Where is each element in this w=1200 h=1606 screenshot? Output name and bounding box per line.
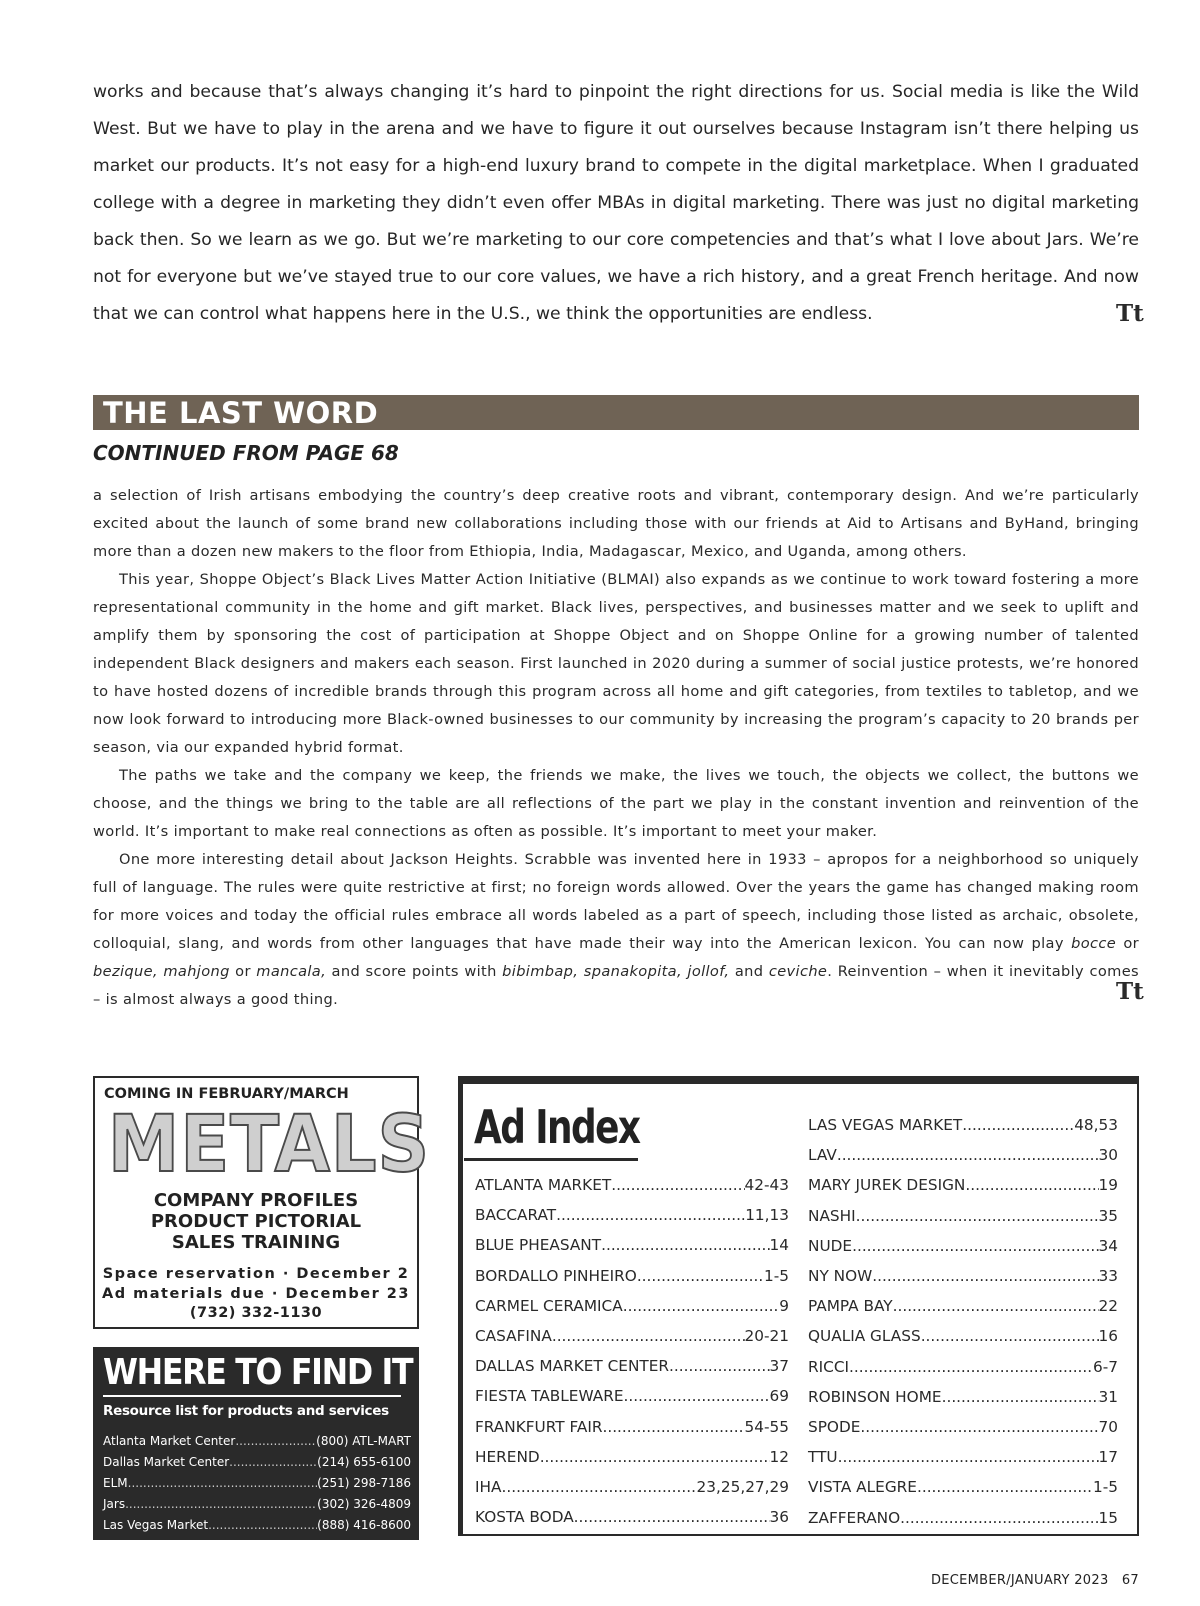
leader-dots (229, 1452, 317, 1473)
leader-dots (872, 1261, 1098, 1291)
resource-row (103, 1431, 411, 1452)
resource-phone: (888) 416-8600 (317, 1518, 411, 1532)
coming-item: SALES TRAINING (171, 1232, 341, 1253)
leader-dots (900, 1503, 1098, 1533)
advertiser-name: RICCI (808, 1357, 850, 1376)
advertiser-pages: 1-5 (764, 1266, 789, 1285)
coming-soon-box (93, 1076, 431, 1329)
coming-item: COMPANY PROFILES (153, 1190, 359, 1211)
p4-italic-b: bocce (1071, 935, 1117, 952)
p4-italic-j: ceviche (768, 963, 828, 980)
ad-index-row (808, 1503, 1118, 1533)
advertiser-name: CARMEL CERAMICA (475, 1296, 623, 1315)
advertiser-pages: 12 (769, 1447, 789, 1466)
advertiser-pages: 19 (1098, 1176, 1118, 1195)
leader-dots (917, 1472, 1093, 1502)
ad-index-row (808, 1140, 1118, 1170)
ad-index-row (475, 1502, 789, 1532)
ad-index-row (808, 1352, 1118, 1382)
advertiser-pages: 23,25,27,29 (696, 1478, 789, 1497)
leader-dots (856, 1201, 1099, 1231)
advertiser-name: ATLANTA MARKET (475, 1176, 612, 1194)
ad-index-row (475, 1381, 789, 1411)
advertiser-name: TTU (808, 1448, 838, 1467)
leader-dots (540, 1442, 770, 1472)
advertiser-name: ZAFFERANO (808, 1508, 901, 1527)
ad-materials-deadline: Ad materials due · December 23 (101, 1285, 410, 1302)
leader-dots (125, 1494, 317, 1515)
ad-index-row (475, 1321, 789, 1351)
leader-dots (623, 1291, 780, 1321)
resource-row (103, 1452, 411, 1473)
resource-name: ELM (103, 1476, 128, 1490)
ad-index-row (808, 1291, 1118, 1321)
leader-dots (128, 1473, 318, 1494)
leader-dots (838, 1442, 1099, 1472)
leader-dots (624, 1381, 770, 1411)
p4-text-c: or (1116, 935, 1139, 952)
advertiser-pages: 34 (1098, 1236, 1118, 1255)
leader-dots (893, 1291, 1099, 1321)
advertiser-pages: 70 (1098, 1418, 1118, 1437)
advertiser-name: CASAFINA (475, 1327, 552, 1346)
ad-index-right-column (808, 1110, 1118, 1533)
advertiser-name: NUDE (808, 1236, 853, 1255)
advertiser-pages: 69 (769, 1387, 789, 1406)
metals-feature-title: METALS (107, 1100, 431, 1190)
ad-index-row (475, 1442, 789, 1472)
advertiser-name: LAS VEGAS MARKET (808, 1116, 963, 1134)
leader-dots (962, 1110, 1074, 1140)
ad-index-title: Ad Index (474, 1100, 640, 1154)
leader-dots (556, 1200, 745, 1230)
advertiser-name: QUALIA GLASS (808, 1327, 921, 1346)
where-to-find-it-box (93, 1347, 419, 1540)
resource-phone: (214) 655-6100 (317, 1455, 411, 1469)
ad-index-row (808, 1472, 1118, 1502)
advertiser-pages: 16 (1098, 1327, 1118, 1346)
section-subtitle: CONTINUED FROM PAGE 68 (93, 441, 399, 465)
leader-dots (552, 1321, 745, 1351)
advertiser-name: KOSTA BODA (475, 1508, 574, 1527)
issue-date: DECEMBER/JANUARY 2023 (930, 1573, 1109, 1588)
resource-phone: (251) 298-7186 (317, 1476, 411, 1490)
leader-dots (849, 1352, 1093, 1382)
leader-dots (601, 1230, 769, 1260)
leader-dots (574, 1502, 770, 1532)
end-mark-intro: Tt (1116, 300, 1144, 327)
page-number: 67 (1121, 1573, 1139, 1588)
resource-name: Jars (103, 1497, 126, 1511)
ad-index-box (458, 1076, 1139, 1536)
advertiser-pages: 33 (1098, 1267, 1118, 1286)
where-subtitle: Resource list for products and services (103, 1403, 389, 1419)
ad-index-row (475, 1200, 789, 1230)
p4-text-i: and (729, 963, 769, 980)
advertiser-name: FIESTA TABLEWARE (475, 1387, 624, 1406)
advertiser-pages: 37 (769, 1357, 789, 1376)
article-paragraph-1: a selection of Irish artisans embodying the country’s deep creative roots and vibrant, contemporary design. And we’re particularly excited about the launch of some brand new collaborations including those with our friends at Aid to Artisans and ByHand, bringing more than a dozen new makers to the floor from Ethiopia, India, Madagascar, Mexico, and Uganda, among others. (93, 487, 1139, 560)
advertiser-name: DALLAS MARKET CENTER (475, 1357, 670, 1376)
p4-italic-f: mancala, (256, 963, 327, 980)
ad-index-row (475, 1472, 789, 1502)
ad-index-row (475, 1261, 789, 1291)
ad-index-row (808, 1412, 1118, 1442)
intro-paragraph: works and because that’s always changing it’s hard to pinpoint the right directions for us. Social media is like the Wild West. But we have to play in the arena and we have to figure it out ourselves because Instagram isn’t there helping us market our products. It’s not easy for a high-end luxury brand to compete in the digital marketplace. When I graduated college with a degree in marketing they didn’t even offer MBAs in digital marketing. There was just no digital marketing back then. So we learn as we go. But we’re marketing to our core competencies and that’s what I love about Jars. We’re not for everyone but we’ve stayed true to our core values, we have a rich history, and a great French heritage. And now that we can control what happens here in the U.S., we think the opportunities are endless. (93, 82, 1139, 324)
leader-dots (602, 1412, 744, 1442)
leader-dots (942, 1382, 1099, 1412)
advertiser-name: NASHI (808, 1206, 856, 1225)
advertiser-name: HEREND (475, 1447, 540, 1466)
ad-index-row (808, 1382, 1118, 1412)
leader-dots (501, 1472, 696, 1502)
advertiser-name: BACCARAT (475, 1206, 557, 1225)
coming-items-list (95, 1190, 417, 1253)
advertiser-pages: 48,53 (1074, 1116, 1118, 1134)
advertiser-name: FRANKFURT FAIR (475, 1417, 603, 1436)
advertiser-pages: 14 (769, 1236, 789, 1255)
ad-index-row (475, 1230, 789, 1260)
resource-row (103, 1494, 411, 1515)
leader-dots (208, 1515, 317, 1536)
leader-dots (965, 1170, 1098, 1200)
coming-heading: COMING IN FEBRUARY/MARCH (104, 1086, 349, 1102)
resource-name: Las Vegas Market (103, 1518, 209, 1532)
advertiser-pages: 6-7 (1093, 1357, 1118, 1376)
resource-row (103, 1473, 411, 1494)
p4-text-k: . Reinvention – when it inevitably comes – is almost always a good thing. (93, 963, 1140, 1008)
advertiser-name: SPODE (808, 1418, 861, 1437)
advertiser-pages: 30 (1098, 1146, 1118, 1165)
ad-index-row (475, 1170, 789, 1200)
advertiser-pages: 1-5 (1093, 1478, 1118, 1497)
article-paragraph-4 (93, 846, 1139, 1014)
advertiser-name: ROBINSON HOME (808, 1387, 942, 1406)
advertiser-pages: 17 (1098, 1448, 1118, 1467)
advertiser-pages: 54-55 (744, 1417, 789, 1436)
leader-dots (611, 1170, 744, 1200)
space-reservation-deadline: Space reservation · December 2 (102, 1266, 410, 1282)
resource-phone: (800) ATL-MART (316, 1434, 411, 1448)
p4-text-g: and score points with (326, 963, 503, 980)
ad-index-row (808, 1201, 1118, 1231)
ad-index-row (808, 1261, 1118, 1291)
advertiser-pages: 35 (1098, 1206, 1118, 1225)
end-mark-article: Tt (1116, 978, 1144, 1005)
ad-index-row (475, 1351, 789, 1381)
advertiser-name: BLUE PHEASANT (475, 1236, 602, 1255)
p4-italic-h: bibimbap, spanakopita, jollof, (502, 963, 730, 980)
resource-name: Atlanta Market Center (103, 1434, 236, 1448)
ad-index-row (808, 1231, 1118, 1261)
where-title: WHERE TO FIND IT (103, 1352, 413, 1393)
ad-index-row (808, 1321, 1118, 1351)
leader-dots (669, 1351, 770, 1381)
advertiser-pages: 31 (1098, 1387, 1118, 1406)
ad-index-row (475, 1291, 789, 1321)
advertiser-pages: 22 (1098, 1297, 1118, 1316)
advertiser-pages: 36 (769, 1508, 789, 1527)
advertiser-name: PAMPA BAY (808, 1297, 893, 1316)
advertiser-pages: 9 (779, 1296, 789, 1315)
ad-index-row (808, 1110, 1118, 1140)
p4-text-a: One more interesting detail about Jackson Heights. Scrabble was invented here in 1933 – apropos for a neighborhood so uniquely full of language. The rules were quite restrictive at first; no foreign words allowed. Over the years the game has changed making room for more voices and today the official rules embrace all words labeled as a part of speech, including those listed as archaic, obsolete, colloquial, slang, and words from other languages that have made their way into the American lexicon. You can now play (93, 851, 1139, 952)
coming-deadlines (95, 1265, 417, 1324)
advertiser-name: VISTA ALEGRE (808, 1478, 917, 1497)
advertiser-name: LAV (808, 1146, 837, 1165)
leader-dots (852, 1231, 1098, 1261)
advertiser-name: BORDALLO PINHEIRO (475, 1266, 637, 1285)
advertiser-name: IHA (475, 1478, 502, 1497)
ad-index-left-column (475, 1170, 789, 1532)
coming-item: PRODUCT PICTORIAL (150, 1211, 362, 1232)
advertiser-name: MARY JUREK DESIGN (808, 1176, 966, 1195)
section-title: THE LAST WORD (93, 395, 1139, 430)
article-paragraph-3: The paths we take and the company we keep, the friends we make, the lives we touch, the objects we collect, the buttons we choose, and the things we bring to the table are all reflections of the part we play in the constant invention and reinvention of the world. It’s important to make real connections as often as possible. It’s important to meet your maker. (93, 767, 1139, 840)
ad-index-row (808, 1170, 1118, 1200)
ad-index-row (808, 1442, 1118, 1472)
leader-dots (837, 1140, 1099, 1170)
leader-dots (860, 1412, 1098, 1442)
article-paragraph-2: This year, Shoppe Object’s Black Lives Matter Action Initiative (BLMAI) also expands as we continue to work toward fostering a more representational community in the home and gift market. Black lives, perspectives, and businesses matter and we seek to uplift and amplify them by sponsoring the cost of participation at Shoppe Object and on Shoppe Online for a growing number of talented independent Black designers and makers each season. First launched in 2020 during a summer of social justice protests, we’re honored to have hosted dozens of incredible brands through this program across all home and gift categories, from textiles to tabletop, and we now look forward to introducing more Black-owned businesses to our community by increasing the program’s capacity to 20 brands per season, via our expanded hybrid format. (93, 571, 1139, 756)
leader-dots (921, 1321, 1099, 1351)
advertiser-pages: 42-43 (744, 1176, 789, 1194)
advertiser-pages: 20-21 (744, 1327, 789, 1346)
p4-italic-d: bezique, mahjong (93, 963, 230, 980)
resource-phone: (302) 326-4809 (317, 1497, 411, 1511)
advertiser-pages: 15 (1098, 1508, 1118, 1527)
ad-index-row (475, 1412, 789, 1442)
leader-dots (235, 1431, 316, 1452)
advertiser-name: NY NOW (808, 1267, 873, 1286)
coming-phone: (732) 332-1130 (189, 1305, 323, 1321)
p4-text-e: or (229, 963, 257, 980)
ad-index-underline (464, 1158, 638, 1161)
leader-dots (637, 1261, 764, 1291)
where-divider (103, 1395, 401, 1397)
resource-name: Dallas Market Center (103, 1455, 230, 1469)
article-body (93, 482, 1139, 1014)
advertiser-pages: 11,13 (745, 1206, 789, 1225)
page-footer (931, 1573, 1139, 1588)
resource-row (103, 1515, 411, 1536)
